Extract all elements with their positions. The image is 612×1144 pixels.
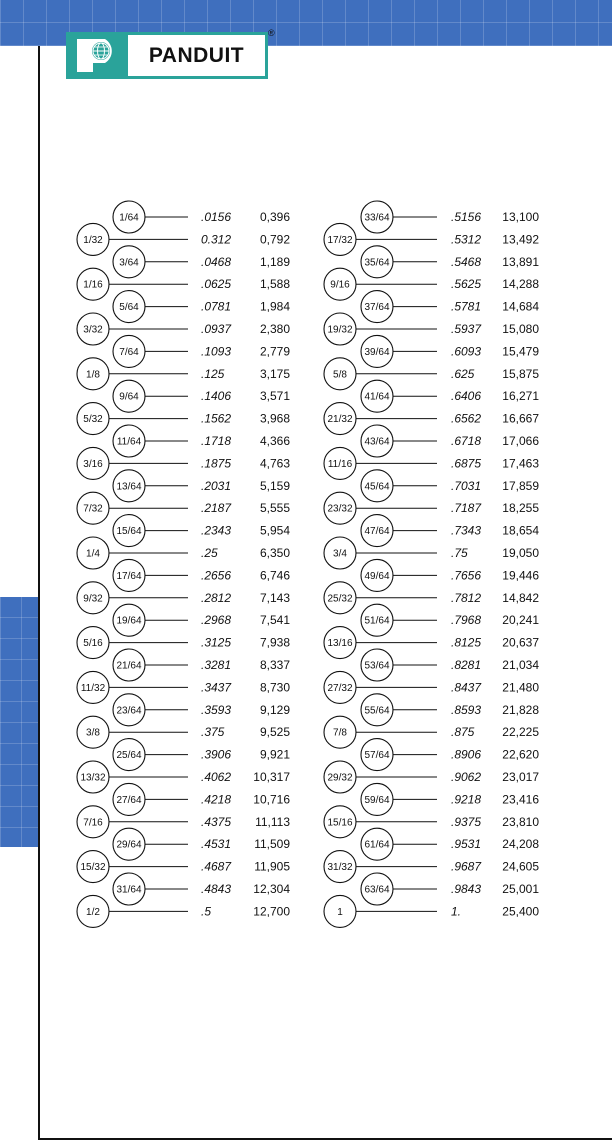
- millimeter-value: 18,654: [502, 523, 539, 538]
- table-row: [324, 358, 539, 390]
- millimeter-value: 3,175: [259, 366, 290, 381]
- decimal-value: .2343: [201, 523, 232, 538]
- fraction-label: 15/64: [116, 526, 142, 538]
- decimal-value: .1406: [201, 389, 232, 404]
- millimeter-value: 11,905: [254, 859, 290, 874]
- millimeter-value: 2,779: [259, 344, 290, 359]
- millimeter-value: 6,746: [259, 568, 290, 583]
- decimal-value: .3281: [201, 658, 232, 672]
- table-row: [113, 783, 290, 815]
- fraction-label: 7/64: [119, 346, 139, 358]
- millimeter-value: 25,400: [502, 904, 539, 919]
- millimeter-value: 17,463: [502, 456, 539, 471]
- fraction-label: 13/64: [116, 481, 142, 493]
- decimal-value: .4062: [201, 770, 232, 784]
- fraction-label: 59/64: [364, 794, 390, 806]
- decimal-value: .8906: [451, 747, 482, 762]
- table-row: [113, 649, 290, 681]
- decimal-value: .6875: [451, 456, 482, 471]
- table-row: [77, 671, 290, 703]
- decimal-value: .4218: [201, 792, 232, 807]
- decimal-value: .7968: [451, 613, 482, 628]
- millimeter-value: 23,416: [502, 792, 539, 807]
- fraction-label: 3/4: [333, 548, 347, 560]
- fraction-label: 9/16: [330, 279, 350, 291]
- table-row: [77, 895, 290, 927]
- millimeter-value: 10,716: [253, 792, 290, 807]
- millimeter-value: 7,541: [259, 613, 290, 628]
- millimeter-value: 14,842: [502, 590, 539, 605]
- table-row: [77, 223, 290, 255]
- table-row: [113, 335, 290, 367]
- decimal-value: .6093: [451, 344, 482, 359]
- decimal-value: .3906: [201, 747, 232, 762]
- fraction-label: 29/64: [116, 839, 142, 851]
- fraction-label: 45/64: [364, 481, 390, 493]
- table-row: [77, 806, 290, 838]
- table-row: [324, 716, 539, 748]
- table-row: [324, 627, 539, 659]
- fraction-label: 55/64: [364, 705, 390, 717]
- millimeter-value: 15,080: [502, 322, 539, 336]
- table-row: [113, 739, 290, 771]
- decimal-value: .2812: [201, 590, 232, 605]
- millimeter-value: 19,050: [502, 546, 539, 560]
- millimeter-value: 4,366: [259, 434, 290, 448]
- decimal-value: .1718: [201, 434, 232, 448]
- fraction-label: 51/64: [364, 615, 390, 627]
- millimeter-value: 21,034: [502, 658, 539, 672]
- table-row: [324, 537, 539, 569]
- decimal-value: .2656: [201, 568, 232, 583]
- fraction-label: 9/64: [119, 391, 139, 403]
- fraction-label: 5/32: [83, 414, 103, 426]
- millimeter-value: 25,001: [502, 882, 539, 896]
- millimeter-value: 10,317: [253, 770, 290, 784]
- fraction-label: 1/32: [83, 234, 103, 246]
- fraction-label: 11/32: [80, 682, 106, 694]
- fraction-label: 25/64: [116, 750, 142, 762]
- table-row: [324, 582, 539, 614]
- decimal-value: .1093: [201, 344, 232, 359]
- table-row: [361, 470, 539, 502]
- millimeter-value: 3,968: [259, 411, 290, 426]
- decimal-value: .6562: [451, 411, 482, 426]
- table-row: [361, 649, 539, 681]
- decimal-value: .1875: [201, 456, 232, 471]
- fraction-label: 27/64: [116, 794, 142, 806]
- fraction-label: 31/32: [327, 862, 353, 874]
- decimal-value: .4375: [201, 814, 232, 829]
- table-row: [361, 559, 539, 591]
- table-row: [77, 313, 290, 345]
- table-row: [361, 783, 539, 815]
- decimal-value: .6406: [451, 389, 482, 404]
- table-row: [361, 246, 539, 278]
- decimal-value: .0781: [201, 299, 232, 314]
- decimal-value: .125: [201, 366, 225, 381]
- millimeter-value: 20,241: [502, 613, 539, 628]
- millimeter-value: 0,396: [259, 210, 290, 224]
- table-row: [113, 694, 290, 726]
- millimeter-value: 12,700: [253, 904, 290, 919]
- fraction-label: 33/64: [364, 212, 390, 224]
- decimal-value: .7187: [451, 501, 482, 516]
- millimeter-value: 0,792: [259, 232, 290, 247]
- fraction-label: 53/64: [364, 660, 390, 672]
- table-row: [113, 380, 290, 412]
- millimeter-value: 7,938: [259, 635, 290, 650]
- decimal-value: .0468: [201, 254, 232, 269]
- table-row: [324, 895, 539, 927]
- millimeter-value: 9,525: [259, 725, 290, 740]
- fraction-label: 5/16: [83, 638, 103, 650]
- fraction-label: 21/32: [327, 414, 353, 426]
- millimeter-value: 17,066: [502, 434, 539, 448]
- table-row: [113, 515, 290, 547]
- table-row: [113, 828, 290, 860]
- millimeter-value: 11,509: [254, 837, 290, 852]
- millimeter-value: 16,271: [502, 389, 539, 404]
- fraction-label: 7/32: [83, 503, 103, 515]
- fraction-label: 3/32: [83, 324, 103, 336]
- table-row: [324, 447, 539, 479]
- decimal-value: .8281: [451, 658, 482, 672]
- fraction-label: 7/16: [83, 817, 103, 829]
- millimeter-value: 3,571: [259, 389, 290, 404]
- decimal-value: .4843: [201, 882, 232, 896]
- table-row: [361, 873, 539, 905]
- fraction-label: 49/64: [364, 570, 390, 582]
- fraction-label: 11/16: [327, 458, 353, 470]
- decimal-value: .5156: [451, 210, 482, 224]
- fraction-label: 21/64: [116, 660, 142, 672]
- decimal-value: .8125: [451, 635, 482, 650]
- table-row: [361, 335, 539, 367]
- fraction-label: 17/64: [116, 570, 142, 582]
- decimal-value: .7656: [451, 568, 482, 583]
- decimal-value: .3593: [201, 702, 232, 717]
- millimeter-value: 2,380: [259, 322, 290, 336]
- millimeter-value: 12,304: [253, 882, 290, 896]
- table-row: [77, 716, 290, 748]
- table-row: [361, 201, 539, 233]
- table-row: [113, 291, 290, 323]
- table-row: [77, 627, 290, 659]
- millimeter-value: 13,891: [502, 254, 539, 269]
- millimeter-value: 9,921: [259, 747, 290, 762]
- decimal-value: .375: [201, 725, 225, 740]
- decimal-value: .0156: [201, 210, 232, 224]
- decimal-value: .4687: [201, 859, 232, 874]
- fraction-label: 31/64: [116, 884, 142, 896]
- fraction-label: 37/64: [364, 302, 390, 314]
- logo-wordmark: PANDUIT: [128, 35, 265, 76]
- table-row: [77, 447, 290, 479]
- decimal-value: .7343: [451, 523, 482, 538]
- millimeter-value: 14,684: [502, 299, 539, 314]
- table-row: [77, 537, 290, 569]
- millimeter-value: 6,350: [259, 546, 290, 560]
- decimal-value: .7031: [451, 478, 482, 493]
- decimal-value: .25: [201, 546, 218, 560]
- millimeter-value: 7,143: [259, 590, 290, 605]
- decimal-value: .4531: [201, 837, 232, 852]
- table-row: [324, 761, 539, 793]
- decimal-value: .7812: [451, 590, 482, 605]
- table-row: [113, 873, 290, 905]
- table-row: [361, 380, 539, 412]
- millimeter-value: 1,189: [259, 254, 290, 269]
- decimal-value: .625: [451, 366, 475, 381]
- millimeter-value: 14,288: [502, 277, 539, 292]
- fraction-label: 17/32: [327, 234, 353, 246]
- decimal-value: .5: [201, 904, 212, 919]
- table-row: [361, 604, 539, 636]
- decimal-value: .9843: [451, 882, 482, 896]
- registered-mark: ®: [268, 28, 275, 38]
- fraction-label: 1: [337, 906, 343, 918]
- table-row: [113, 559, 290, 591]
- fraction-label: 13/32: [80, 772, 106, 784]
- table-row: [113, 425, 290, 457]
- fraction-label: 29/32: [327, 772, 353, 784]
- fraction-label: 63/64: [364, 884, 390, 896]
- decimal-value: .2187: [201, 501, 232, 516]
- table-row: [113, 470, 290, 502]
- table-row: [361, 828, 539, 860]
- decimal-value: .3437: [201, 680, 232, 695]
- fraction-label: 19/32: [327, 324, 353, 336]
- millimeter-value: 8,337: [259, 658, 290, 672]
- decimal-value: .3125: [201, 635, 232, 650]
- decimal-value: .0625: [201, 277, 232, 292]
- millimeter-value: 8,730: [259, 680, 290, 695]
- table-row: [324, 492, 539, 524]
- fraction-label: 1/16: [83, 279, 103, 291]
- decimal-value: .875: [451, 725, 475, 740]
- table-row: [361, 291, 539, 323]
- fraction-label: 13/16: [327, 638, 353, 650]
- millimeter-value: 4,763: [259, 456, 290, 471]
- millimeter-value: 5,159: [259, 478, 290, 493]
- fraction-label: 1/64: [119, 212, 139, 224]
- fraction-label: 61/64: [364, 839, 390, 851]
- millimeter-value: 24,605: [502, 859, 539, 874]
- fraction-label: 5/8: [333, 369, 347, 381]
- table-row: [113, 604, 290, 636]
- fraction-label: 39/64: [364, 346, 390, 358]
- table-row: [77, 403, 290, 435]
- table-row: [77, 358, 290, 390]
- millimeter-value: 15,875: [502, 366, 539, 381]
- table-row: [324, 671, 539, 703]
- millimeter-value: 11,113: [255, 814, 290, 829]
- table-row: [324, 851, 539, 883]
- decimal-value: .9375: [451, 814, 482, 829]
- fraction-label: 11/64: [116, 436, 142, 448]
- table-row: [77, 851, 290, 883]
- millimeter-value: 1,984: [259, 299, 290, 314]
- decimal-value: .1562: [201, 411, 232, 426]
- fraction-label: 7/8: [333, 727, 347, 739]
- table-row: [361, 694, 539, 726]
- decimal-value: 0.312: [201, 232, 232, 247]
- table-row: [77, 492, 290, 524]
- fraction-label: 41/64: [364, 391, 390, 403]
- decimal-value: .9687: [451, 859, 482, 874]
- table-row: [324, 806, 539, 838]
- decimal-value: .5468: [451, 254, 482, 269]
- decimal-value: .6718: [451, 434, 482, 448]
- fraction-label: 5/64: [119, 302, 139, 314]
- millimeter-value: 23,810: [502, 814, 539, 829]
- decimal-value: 1.: [451, 904, 462, 919]
- millimeter-value: 22,225: [502, 725, 539, 740]
- fraction-label: 25/32: [327, 593, 353, 605]
- millimeter-value: 23,017: [502, 770, 539, 784]
- table-row: [77, 268, 290, 300]
- millimeter-value: 17,859: [502, 478, 539, 493]
- millimeter-value: 15,479: [502, 344, 539, 359]
- millimeter-value: 24,208: [502, 837, 539, 852]
- decimal-value: .9531: [451, 837, 482, 852]
- millimeter-value: 13,492: [502, 232, 539, 247]
- fraction-label: 43/64: [364, 436, 390, 448]
- millimeter-value: 9,129: [259, 702, 290, 717]
- fraction-label: 47/64: [364, 526, 390, 538]
- fraction-label: 1/4: [86, 548, 100, 560]
- fraction-label: 15/32: [80, 862, 106, 874]
- decimal-value: .2968: [201, 613, 232, 628]
- millimeter-value: 21,480: [502, 680, 539, 695]
- table-row: [324, 223, 539, 255]
- table-row: [361, 515, 539, 547]
- fraction-label: 57/64: [364, 750, 390, 762]
- millimeter-value: 16,667: [502, 411, 539, 426]
- decimal-value: .5625: [451, 277, 482, 292]
- table-row: [361, 739, 539, 771]
- table-row: [361, 425, 539, 457]
- table-row: [77, 582, 290, 614]
- decimal-value: .0937: [201, 322, 232, 336]
- fraction-label: 3/64: [119, 257, 139, 269]
- fraction-label: 1/8: [86, 369, 100, 381]
- fraction-label: 19/64: [116, 615, 142, 627]
- millimeter-value: 1,588: [259, 277, 290, 292]
- fraction-label: 23/32: [327, 503, 353, 515]
- millimeter-value: 20,637: [502, 635, 539, 650]
- decimal-value: .5937: [451, 322, 482, 336]
- fraction-label: 1/2: [86, 906, 100, 918]
- decimal-value: .5312: [451, 232, 482, 247]
- table-row: [324, 268, 539, 300]
- millimeter-value: 22,620: [502, 747, 539, 762]
- fraction-label: 9/32: [83, 593, 103, 605]
- table-row: [113, 246, 290, 278]
- fraction-label: 15/16: [327, 817, 353, 829]
- millimeter-value: 5,555: [259, 501, 290, 516]
- fraction-label: 3/16: [83, 458, 103, 470]
- table-row: [77, 761, 290, 793]
- table-row: [324, 313, 539, 345]
- millimeter-value: 18,255: [502, 501, 539, 516]
- decimal-value: .75: [451, 546, 468, 560]
- decimal-value: .8437: [451, 680, 482, 695]
- table-row: [113, 201, 290, 233]
- table-row: [324, 403, 539, 435]
- millimeter-value: 21,828: [502, 702, 539, 717]
- fraction-label: 27/32: [327, 682, 353, 694]
- decimal-value: .9062: [451, 770, 482, 784]
- decimal-value: .2031: [201, 478, 232, 493]
- fraction-label: 35/64: [364, 257, 390, 269]
- fraction-label: 3/8: [86, 727, 100, 739]
- decimal-value: .5781: [451, 299, 482, 314]
- millimeter-value: 13,100: [502, 210, 539, 224]
- decimal-value: .8593: [451, 702, 482, 717]
- millimeter-value: 19,446: [502, 568, 539, 583]
- millimeter-value: 5,954: [259, 523, 290, 538]
- fraction-label: 23/64: [116, 705, 142, 717]
- decimal-value: .9218: [451, 792, 482, 807]
